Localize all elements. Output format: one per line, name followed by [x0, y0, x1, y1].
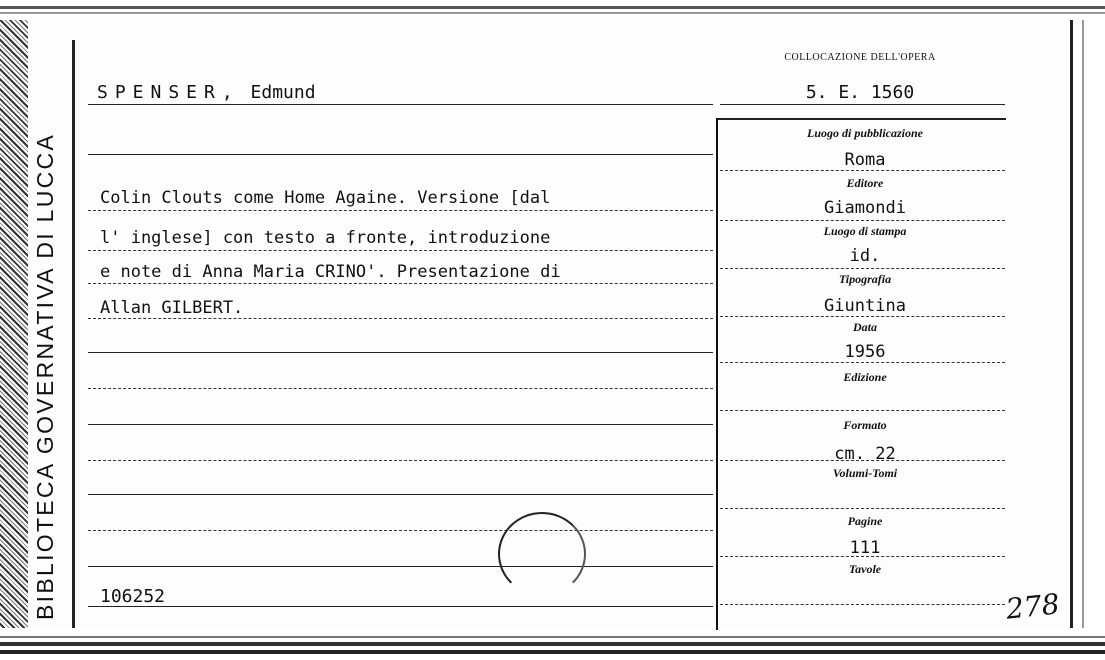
title-line-1: Colin Clouts come Home Againe. Versione [dal: [100, 188, 551, 208]
blank-rule: [88, 154, 713, 155]
field-rule: [720, 460, 1005, 461]
author-first-name: Edmund: [250, 82, 316, 103]
empty-rule: [88, 566, 713, 567]
card-left-edge: [0, 20, 28, 635]
shelfmark-heading: COLLOCAZIONE DELL'OPERA: [784, 52, 936, 63]
field-label-print-place: Luogo di stampa: [823, 224, 907, 238]
field-value-publisher: Giamondi: [824, 198, 906, 218]
field-label-edition: Edizione: [843, 370, 887, 384]
title-line-3: e note di Anna Maria CRINO'. Presentazione di: [100, 262, 561, 282]
card-top-edge: [0, 0, 1105, 22]
margin-line: [72, 40, 75, 628]
empty-rule: [88, 352, 713, 353]
field-label-plates: Tavole: [848, 562, 882, 576]
card-right-edge: [1068, 20, 1105, 640]
field-label-publisher: Editore: [846, 176, 884, 190]
field-value-pages: 111: [849, 538, 881, 558]
field-rule: [720, 410, 1005, 411]
empty-rule: [88, 424, 713, 425]
shelfmark-rule: [720, 104, 1005, 105]
title-rule-3: [88, 283, 713, 284]
field-value-date: 1956: [844, 342, 886, 362]
empty-rule: [88, 530, 713, 531]
details-box-top: [716, 118, 1006, 120]
field-label-volumes: Volumi-Tomi: [832, 466, 898, 480]
field-value-printer: Giuntina: [824, 296, 906, 316]
field-rule: [720, 604, 1005, 605]
author-heading: [97, 82, 316, 103]
title-rule-2: [88, 250, 713, 251]
shelfmark: 5. E. 1560: [805, 82, 915, 103]
empty-rule: [88, 460, 713, 461]
field-rule: [720, 220, 1005, 221]
field-label-place: Luogo di pubblicazione: [806, 126, 923, 140]
field-label-printer: Tipografia: [838, 272, 892, 286]
field-rule: [720, 316, 1005, 317]
field-label-format: Formato: [843, 418, 887, 432]
field-value-format: cm. 22: [834, 444, 896, 464]
field-value-place: Roma: [844, 150, 886, 170]
empty-rule: [88, 388, 713, 389]
details-box-border: [716, 118, 718, 630]
handwritten-note: 278: [1004, 587, 1062, 626]
card-bottom-edge: [0, 628, 1105, 660]
empty-rule: [88, 494, 713, 495]
field-rule: [720, 170, 1005, 171]
title-rule-4: [88, 318, 713, 319]
field-rule: [720, 268, 1005, 269]
field-rule: [720, 362, 1005, 363]
field-label-date: Data: [853, 320, 877, 334]
field-rule: [720, 556, 1005, 557]
title-line-4: Allan GILBERT.: [100, 298, 244, 318]
inventory-number: 106252: [100, 586, 166, 607]
title-rule-1: [88, 210, 713, 211]
library-name: BIBLIOTECA GOVERNATIVA DI LUCCA: [32, 132, 58, 620]
author-rule: [88, 104, 713, 105]
inventory-rule: [88, 606, 713, 607]
field-label-pages: Pagine: [847, 514, 883, 528]
author-surname: SPENSER,: [97, 82, 240, 103]
field-value-print-place: id.: [849, 246, 881, 266]
punch-hole: [498, 512, 586, 596]
title-line-2: l' inglese] con testo a fronte, introduzione: [100, 228, 551, 248]
field-rule: [720, 508, 1005, 509]
